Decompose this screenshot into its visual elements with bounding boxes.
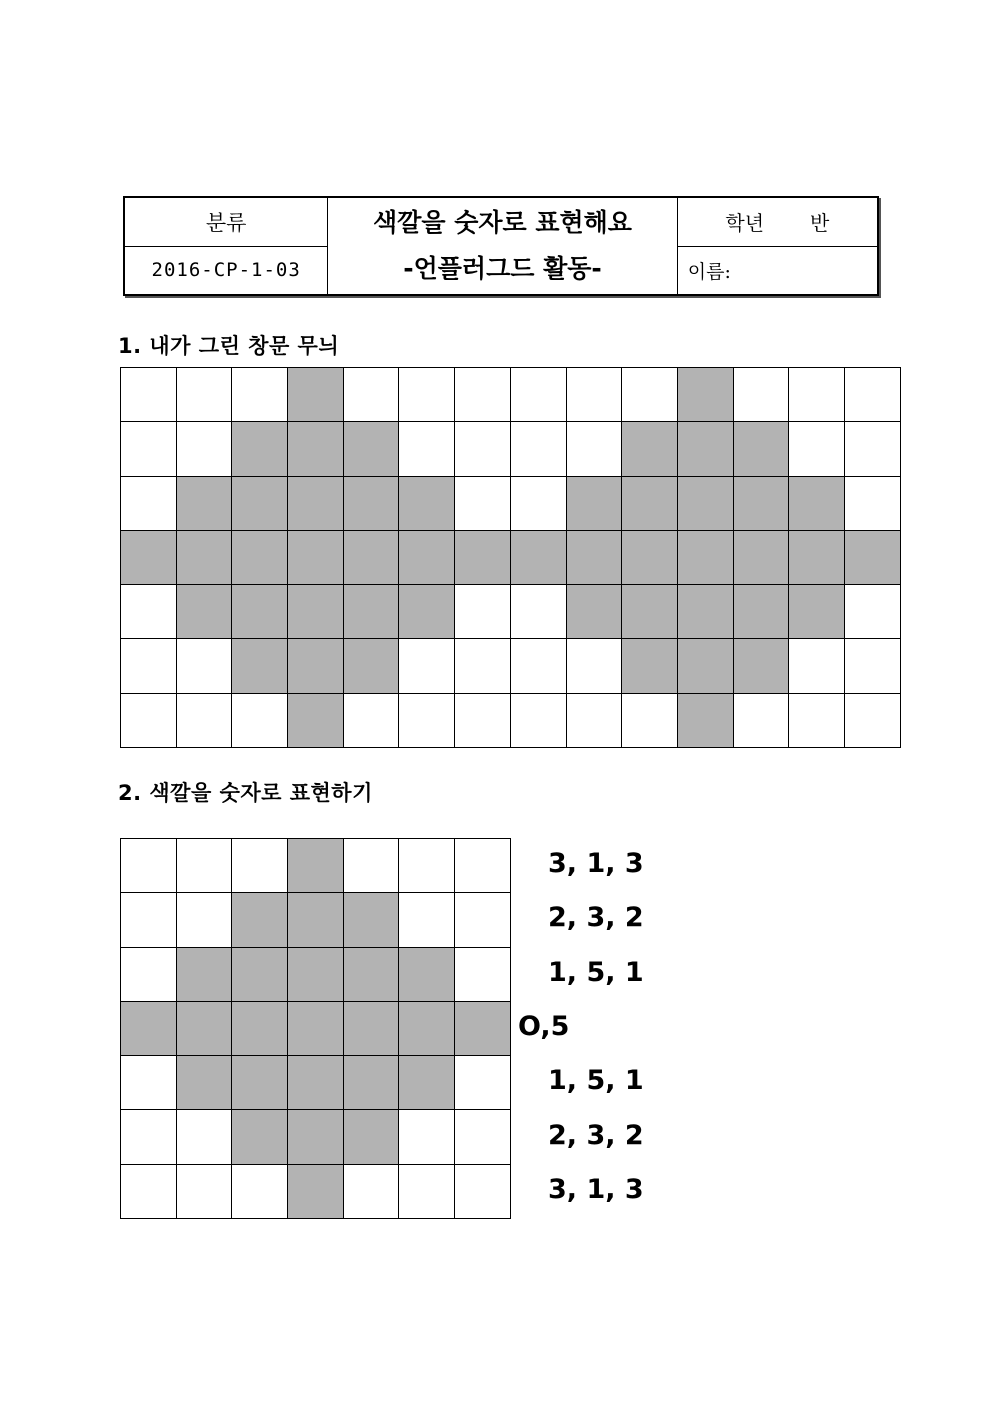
grid-cell-filled (455, 1002, 511, 1056)
grid-cell-empty (344, 694, 400, 748)
grid-cell-filled (344, 1110, 400, 1164)
grid-cell-empty (232, 1165, 288, 1219)
grid-cell-empty (121, 368, 177, 422)
grid-cell-filled (567, 477, 623, 531)
grid-cell-empty (567, 422, 623, 476)
grid-cell-filled (344, 1002, 400, 1056)
grid-cell-empty (121, 585, 177, 639)
grid-cell-empty (399, 1110, 455, 1164)
grid-cell-filled (399, 585, 455, 639)
grid-cell-empty (177, 1165, 233, 1219)
grid-cell-filled (567, 531, 623, 585)
worksheet-title (328, 197, 677, 295)
grid-cell-empty (177, 422, 233, 476)
grid-cell-filled (344, 948, 400, 1002)
grid-cell-empty (399, 422, 455, 476)
row-code: 2, 3, 2 (548, 902, 644, 934)
grid-cell-empty (455, 585, 511, 639)
grid-cell-empty (845, 694, 901, 748)
grid-cell-filled (399, 1002, 455, 1056)
grid-cell-filled (622, 477, 678, 531)
category-label: 분류 (124, 197, 328, 246)
grid-cell-filled (399, 948, 455, 1002)
grade-label: 학년 (725, 211, 765, 236)
grid-cell-filled (288, 839, 344, 893)
grid-cell-filled (789, 531, 845, 585)
grid-cell-filled (177, 1056, 233, 1110)
title-line-1: 색깔을 숫자로 표현해요 (373, 208, 632, 237)
grid-cell-empty (455, 422, 511, 476)
grid-cell-empty (177, 694, 233, 748)
grid-cell-empty (511, 585, 567, 639)
grid-cell-filled (288, 893, 344, 947)
grid-cell-empty (845, 368, 901, 422)
document-code: 2016-CP-1-03 (124, 246, 328, 295)
grid-cell-filled (177, 948, 233, 1002)
grid-cell-filled (344, 893, 400, 947)
grid-cell-empty (344, 368, 400, 422)
encoding-grid (120, 838, 511, 1219)
grid-cell-empty (455, 1165, 511, 1219)
grid-cell-empty (232, 368, 288, 422)
row-code: 3, 1, 3 (548, 1173, 644, 1205)
grid-cell-empty (511, 477, 567, 531)
grid-cell-filled (678, 585, 734, 639)
grid-cell-filled (232, 1002, 288, 1056)
grid-cell-filled (232, 531, 288, 585)
grid-cell-empty (789, 694, 845, 748)
grid-cell-filled (288, 585, 344, 639)
grid-cell-empty (177, 893, 233, 947)
grid-cell-empty (511, 639, 567, 693)
grid-cell-empty (121, 839, 177, 893)
grid-cell-empty (344, 1165, 400, 1219)
grid-cell-empty (399, 368, 455, 422)
grid-cell-empty (232, 694, 288, 748)
grid-cell-empty (121, 1056, 177, 1110)
grid-cell-empty (734, 368, 790, 422)
grid-cell-filled (177, 1002, 233, 1056)
grid-cell-filled (288, 948, 344, 1002)
grid-cell-filled (622, 639, 678, 693)
grid-cell-filled (177, 585, 233, 639)
grid-cell-empty (399, 694, 455, 748)
grid-cell-empty (399, 893, 455, 947)
grid-cell-empty (789, 639, 845, 693)
title-line-2: -언플러그드 활동- (403, 254, 602, 283)
grid-cell-filled (288, 422, 344, 476)
grid-cell-filled (232, 477, 288, 531)
grid-cell-filled (232, 585, 288, 639)
row-code: 1, 5, 1 (548, 956, 644, 988)
row-code: O,5 (518, 1010, 570, 1042)
grid-cell-empty (344, 839, 400, 893)
grid-cell-filled (734, 477, 790, 531)
grid-cell-empty (121, 893, 177, 947)
grid-cell-filled (344, 477, 400, 531)
grid-cell-empty (121, 639, 177, 693)
grid-cell-filled (678, 422, 734, 476)
grid-cell-empty (177, 839, 233, 893)
grid-cell-empty (511, 422, 567, 476)
grid-cell-filled (734, 639, 790, 693)
grid-cell-empty (177, 368, 233, 422)
grid-cell-filled (622, 585, 678, 639)
grid-cell-filled (232, 422, 288, 476)
grid-cell-filled (622, 422, 678, 476)
grid-cell-filled (232, 639, 288, 693)
row-code: 1, 5, 1 (548, 1065, 644, 1097)
grid-cell-filled (678, 477, 734, 531)
grid-cell-empty (622, 694, 678, 748)
grid-cell-filled (344, 422, 400, 476)
grid-cell-filled (511, 531, 567, 585)
grid-cell-filled (455, 531, 511, 585)
grid-cell-filled (288, 639, 344, 693)
grid-cell-filled (232, 893, 288, 947)
section1-heading: 1. 내가 그린 창문 무늬 (118, 334, 340, 358)
grid-cell-empty (455, 694, 511, 748)
grid-cell-empty (789, 368, 845, 422)
grid-cell-filled (344, 585, 400, 639)
grid-cell-empty (511, 694, 567, 748)
grid-cell-filled (232, 948, 288, 1002)
grid-cell-filled (734, 422, 790, 476)
grid-cell-empty (455, 639, 511, 693)
grid-cell-empty (455, 368, 511, 422)
grid-cell-filled (678, 531, 734, 585)
grid-cell-empty (845, 422, 901, 476)
grid-cell-empty (455, 1056, 511, 1110)
grid-cell-empty (121, 694, 177, 748)
grid-cell-empty (567, 368, 623, 422)
header-table (123, 196, 879, 296)
grid-cell-empty (455, 1110, 511, 1164)
grid-cell-filled (399, 477, 455, 531)
grid-cell-filled (344, 639, 400, 693)
grid-cell-empty (232, 839, 288, 893)
grid-cell-empty (399, 839, 455, 893)
grid-cell-filled (121, 1002, 177, 1056)
grid-cell-filled (567, 585, 623, 639)
grid-cell-filled (232, 1110, 288, 1164)
grid-cell-filled (177, 531, 233, 585)
grid-cell-empty (734, 694, 790, 748)
grid-cell-filled (288, 1002, 344, 1056)
grid-cell-filled (288, 531, 344, 585)
grid-cell-empty (845, 639, 901, 693)
grid-cell-filled (399, 531, 455, 585)
grid-cell-filled (622, 531, 678, 585)
grid-cell-empty (177, 1110, 233, 1164)
grid-cell-filled (344, 531, 400, 585)
grid-cell-filled (121, 531, 177, 585)
grid-cell-filled (288, 1165, 344, 1219)
grid-cell-empty (567, 639, 623, 693)
grid-cell-empty (121, 477, 177, 531)
grid-cell-empty (455, 948, 511, 1002)
grid-cell-empty (567, 694, 623, 748)
grid-cell-filled (789, 585, 845, 639)
grid-cell-empty (121, 1110, 177, 1164)
grid-cell-empty (121, 1165, 177, 1219)
grid-cell-empty (177, 639, 233, 693)
window-pattern-grid (120, 367, 901, 748)
grid-cell-empty (399, 1165, 455, 1219)
grid-cell-empty (455, 477, 511, 531)
grid-cell-filled (288, 694, 344, 748)
grid-cell-filled (399, 1056, 455, 1110)
grid-cell-filled (288, 1110, 344, 1164)
grid-cell-filled (734, 585, 790, 639)
grid-cell-empty (511, 368, 567, 422)
grid-cell-empty (845, 477, 901, 531)
grid-cell-filled (789, 477, 845, 531)
grid-cell-filled (678, 639, 734, 693)
grid-cell-empty (455, 893, 511, 947)
row-code: 2, 3, 2 (548, 1119, 644, 1151)
grid-cell-filled (734, 531, 790, 585)
name-label: 이름: (677, 246, 878, 295)
grid-cell-empty (455, 839, 511, 893)
grid-cell-filled (288, 1056, 344, 1110)
grid-cell-empty (399, 639, 455, 693)
section2-heading: 2. 색깔을 숫자로 표현하기 (118, 781, 373, 805)
class-label: 반 (810, 211, 830, 236)
grid-cell-filled (232, 1056, 288, 1110)
grade-class-cell (677, 197, 878, 246)
row-code: 3, 1, 3 (548, 848, 644, 879)
grid-cell-filled (177, 477, 233, 531)
grid-cell-filled (845, 531, 901, 585)
grid-cell-empty (121, 422, 177, 476)
grid-cell-filled (288, 477, 344, 531)
grid-cell-filled (678, 368, 734, 422)
grid-cell-empty (121, 948, 177, 1002)
grid-cell-empty (789, 422, 845, 476)
grid-cell-filled (344, 1056, 400, 1110)
grid-cell-empty (622, 368, 678, 422)
grid-cell-filled (678, 694, 734, 748)
grid-cell-empty (845, 585, 901, 639)
grid-cell-filled (288, 368, 344, 422)
